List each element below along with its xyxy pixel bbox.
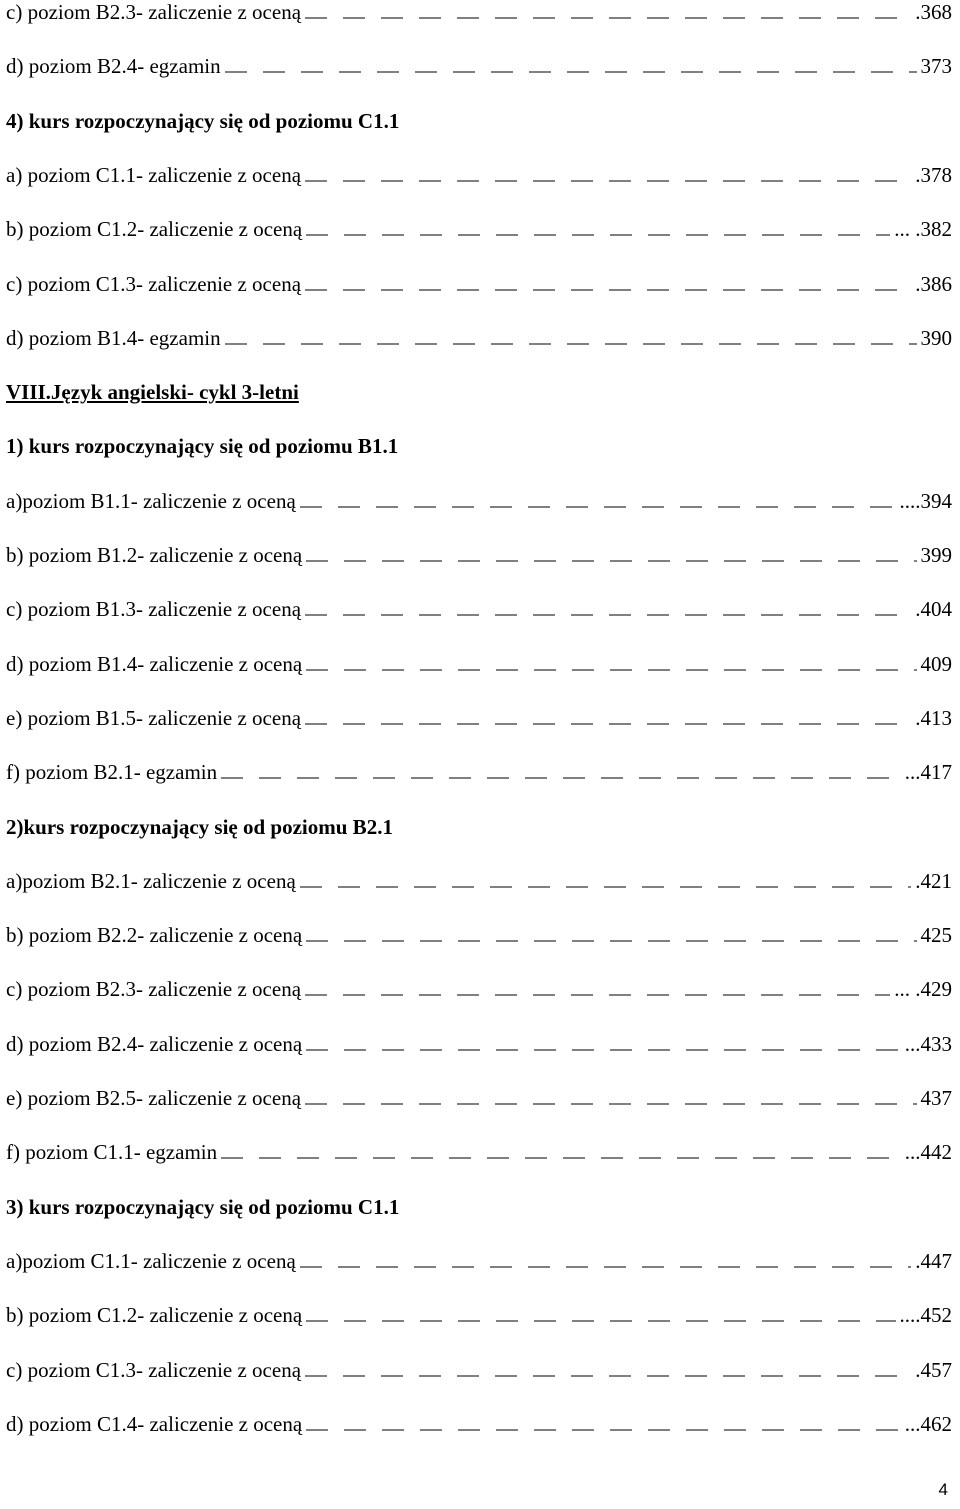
toc-subheading [6,1195,952,1220]
toc-entry[interactable] [6,1086,952,1111]
toc-entry-page: .447 [915,1248,952,1273]
toc-entry[interactable] [6,54,952,79]
toc-entry-label: 2)kurs rozpoczynający się od poziomu B2.1 [6,814,393,839]
toc-entry-page: 373 [920,54,952,79]
toc-entry-label: e) poziom B1.5- zaliczenie z oceną [6,705,302,730]
dot-leader [306,1049,901,1050]
toc-entry[interactable] [6,163,952,188]
toc-entry[interactable] [6,0,952,25]
toc-entry[interactable] [6,652,952,677]
toc-entry[interactable] [6,326,952,351]
toc-entry-page: .378 [915,162,952,187]
toc-entry-page: ....394 [899,488,952,513]
toc-entry-label: 3) kurs rozpoczynający się od poziomu C1.1 [6,1194,400,1219]
toc-entry-label: b) poziom C1.2- zaliczenie z oceną [6,1303,303,1328]
toc-entry-page: ...417 [904,760,952,785]
toc-subheading [6,109,952,134]
dot-leader [225,343,917,344]
toc-entry-label: c) poziom B1.3- zaliczenie z oceną [6,597,302,622]
toc-entry[interactable] [6,489,952,514]
toc-entry-page: ....452 [899,1303,952,1328]
toc-entry[interactable] [6,597,952,622]
toc-entry-label: b) poziom B2.2- zaliczenie z oceną [6,923,303,948]
dot-leader [305,1375,911,1376]
toc-entry-page: 390 [920,325,952,350]
toc-entry-label: 1) kurs rozpoczynający się od poziomu B1.1 [6,434,399,459]
dot-leader [306,1321,895,1322]
toc-entry[interactable] [6,923,952,948]
toc-entry-page: .386 [915,271,952,296]
toc-entry-page: ...442 [904,1140,952,1165]
toc-entry-page: .368 [915,0,952,24]
dot-leader [306,941,916,942]
toc-entry-label: f) poziom C1.1- egzamin [6,1140,218,1165]
toc-entry-label: a)poziom C1.1- zaliczenie z oceną [6,1248,296,1273]
toc-entry-page: 425 [920,923,952,948]
toc-section-heading [6,380,952,405]
toc-entry[interactable] [6,760,952,785]
toc-entry-label: c) poziom B2.3- zaliczenie z oceną [6,977,302,1002]
toc-entry-label: d) poziom B1.4- egzamin [6,325,221,350]
toc-entry[interactable] [6,977,952,1002]
dot-leader [305,289,911,290]
toc-subheading [6,815,952,840]
dot-leader [305,18,911,19]
toc-entry[interactable] [6,706,952,731]
toc-entry-page: 399 [920,543,952,567]
toc-entry-page: 409 [920,651,952,676]
toc-entry-page: ... .382 [894,217,952,242]
dot-leader [306,669,916,670]
dot-leader [221,1158,901,1159]
toc-subheading [6,434,952,459]
toc-entry[interactable] [6,1358,952,1383]
toc-entry-label: d) poziom B2.4- egzamin [6,54,221,79]
toc-entry-page: ...433 [904,1031,952,1056]
dot-leader [305,1104,916,1105]
toc-entry-label: a)poziom B1.1- zaliczenie z oceną [6,488,296,513]
toc-entry-label: d) poziom B2.4- zaliczenie z oceną [6,1031,303,1056]
dot-leader [221,778,901,779]
toc-entry-label: a)poziom B2.1- zaliczenie z oceną [6,868,296,893]
toc-entry[interactable] [6,1412,952,1437]
dot-leader [305,723,911,724]
toc-entry-label: VIII.Język angielski- cykl 3-letni [6,380,299,405]
dot-leader [300,1266,911,1267]
toc-entry[interactable] [6,1303,952,1328]
toc-entry[interactable] [6,217,952,242]
dot-leader [306,561,916,562]
toc-entry-label: b) poziom C1.2- zaliczenie z oceną [6,217,303,242]
toc-entry[interactable] [6,543,952,568]
dot-leader [305,180,911,181]
page-number: 4 [938,1480,948,1499]
toc-entry-page: 437 [920,1086,952,1110]
toc-entry-page: ...462 [904,1411,952,1436]
dot-leader [225,72,917,73]
dot-leader [306,235,890,236]
toc-entry[interactable] [6,869,952,894]
toc-entry[interactable] [6,1249,952,1274]
toc-entry-label: c) poziom C1.3- zaliczenie z oceną [6,1357,302,1382]
toc-entry[interactable] [6,1140,952,1165]
toc-entry-page: .404 [915,597,952,622]
toc-entry-label: e) poziom B2.5- zaliczenie z oceną [6,1086,302,1110]
dot-leader [306,1429,901,1430]
toc-entry-page: .413 [915,705,952,730]
toc-entry-label: f) poziom B2.1- egzamin [6,760,218,785]
toc-entry-page: .457 [915,1357,952,1382]
toc-entry-page: ... .429 [894,977,952,1002]
toc-entry-label: 4) kurs rozpoczynający się od poziomu C1.1 [6,108,400,133]
toc-entry-page: .421 [915,868,952,893]
toc-entry-label: d) poziom B1.4- zaliczenie z oceną [6,651,303,676]
toc-entry[interactable] [6,272,952,297]
dot-leader [305,995,890,996]
toc-entry-label: c) poziom C1.3- zaliczenie z oceną [6,271,302,296]
dot-leader [305,615,911,616]
toc-entry-label: d) poziom C1.4- zaliczenie z oceną [6,1411,303,1436]
dot-leader [300,886,911,887]
dot-leader [300,506,896,507]
toc-entry-label: c) poziom B2.3- zaliczenie z oceną [6,0,302,24]
toc-entry-label: a) poziom C1.1- zaliczenie z oceną [6,162,302,187]
toc-entry-label: b) poziom B1.2- zaliczenie z oceną [6,543,303,567]
toc-entry[interactable] [6,1032,952,1057]
